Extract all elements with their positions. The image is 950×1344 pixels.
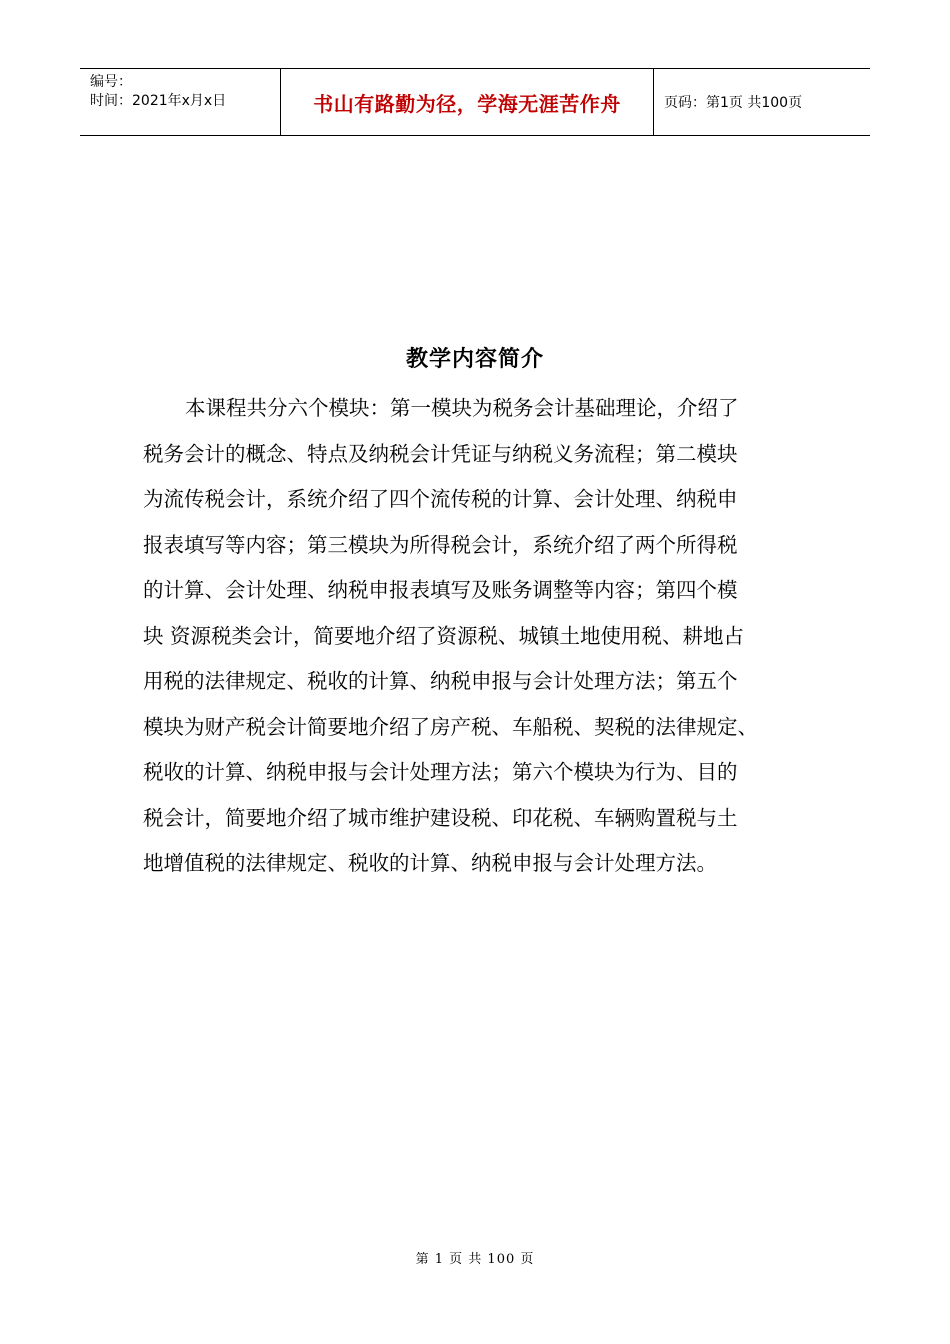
body-line: 税收的计算、纳税申报与会计处理方法；第六个模块为行为、目的 (143, 760, 738, 784)
document-body (143, 386, 823, 887)
body-line: 的计算、会计处理、纳税申报表填写及账务调整等内容；第四个模 (143, 578, 738, 602)
body-line: 税务会计的概念、特点及纳税会计凭证与纳税义务流程；第二模块 (143, 441, 738, 466)
body-line: 块 资源税类会计，简要地介绍了资源税、城镇土地使用税、耕地占 (143, 623, 745, 648)
body-line: 地增值税的法律规定、税收的计算、纳税申报与会计处理方法。 (143, 851, 717, 875)
document-title: 教学内容简介 (405, 347, 544, 372)
body-line: 用税的法律规定、税收的计算、纳税申报与会计处理方法；第五个 (143, 669, 738, 693)
body-line: 报表填写等内容；第三模块为所得税会计，系统介绍了两个所得税 (143, 532, 738, 557)
number-label: 编号： (90, 74, 132, 90)
page-info: 页码：第1页 共100页 (664, 95, 803, 111)
page-footer: 第 1 页 共 100 页 (415, 1252, 535, 1267)
body-line: 本课程共分六个模块：第一模块为税务会计基础理论，介绍了 (185, 396, 739, 420)
body-line: 税会计，简要地介绍了城市维护建设税、印花税、车辆购置税与土 (143, 805, 738, 830)
header-table (80, 68, 870, 136)
date-label: 时间：2021年x月x日 (90, 93, 227, 109)
header-meta-cell (80, 69, 281, 135)
header-page-cell (654, 69, 870, 135)
body-line: 模块为财产税会计简要地介绍了房产税、车船税、契税的法律规定、 (143, 714, 758, 739)
header-motto-cell (281, 69, 654, 135)
body-line: 为流传税会计，系统介绍了四个流传税的计算、会计处理、纳税申 (143, 487, 738, 511)
motto-text: 书山有路勤为径，学海无涯苦作舟 (313, 91, 621, 116)
